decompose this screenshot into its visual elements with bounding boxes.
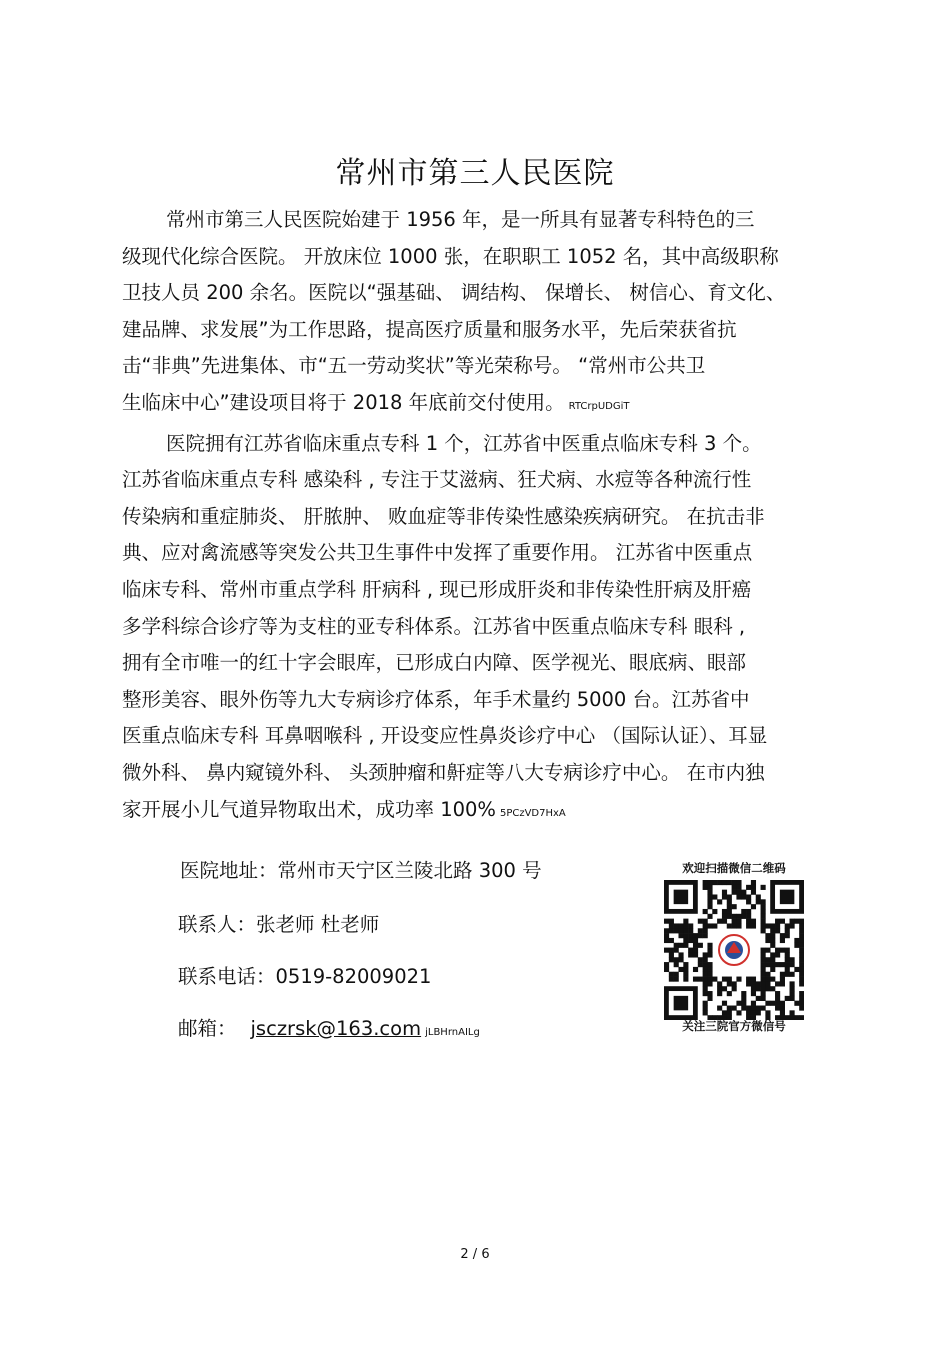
qr-bottom-caption: 关注三院官方微信号 xyxy=(682,1019,786,1033)
text-line: 临床专科、常州市重点学科 肝病科 , 现已形成肝炎和非传染性肝病及肝癌 xyxy=(122,577,752,601)
email-label: 邮箱： xyxy=(178,1017,237,1040)
text-line: 建品牌、求发展”为工作思路，提高医疗质量和服务水平，先后荣获省抗 xyxy=(122,317,737,341)
text-line xyxy=(122,792,828,833)
text-line: 击“非典”先进集体、市“五一劳动奖状”等光荣称号。 “常州市公共卫 xyxy=(122,354,706,378)
contact-person-label: 联系人： xyxy=(178,913,257,936)
wechat-qr-panel xyxy=(658,858,810,1038)
qr-top-caption: 欢迎扫描微信二维码 xyxy=(682,861,786,875)
text-line: 拥有全市唯一的红十字会眼库，已形成白内障、医学视光、眼底病、眼部 xyxy=(122,651,747,675)
address-label: 医院地址： xyxy=(180,859,278,882)
text-line: 卫技人员 200 余名。医院以“强基础、 调结构、 保增长、 树信心、育文化、 xyxy=(122,281,786,305)
phone-value: 0519-82009021 xyxy=(275,965,432,988)
page-number: 2 / 6 xyxy=(460,1247,490,1262)
qr-code-icon xyxy=(664,880,804,1020)
text-line: 医重点临床专科 耳鼻咽喉科 , 开设变应性鼻炎诊疗中心 （国际认证）、耳显 xyxy=(122,724,768,748)
text-line: 江苏省临床重点专科 感染科 , 专注于艾滋病、狂犬病、水痘等各种流行性 xyxy=(122,468,752,492)
text-line: 整形美容、眼外伤等九大专病诊疗体系，年手术量约 5000 台。江苏省中 xyxy=(122,687,750,711)
phone-row xyxy=(178,961,431,989)
text-line-content: 生临床中心”建设项目将于 2018 年底前交付使用。 xyxy=(122,390,565,414)
phone-label: 联系电话： xyxy=(178,965,276,988)
text-line-content: 家开展小儿气道异物取出术，成功率 100% xyxy=(122,797,496,821)
address-value: 常州市天宁区兰陵北路 300 号 xyxy=(277,859,542,882)
watermark-code: 5PCzVD7HxA xyxy=(499,807,566,819)
text-line xyxy=(122,385,828,426)
contact-person-value: 张老师 杜老师 xyxy=(256,913,380,936)
email-row xyxy=(178,1013,480,1041)
text-line: 医院拥有江苏省临床重点专科 1 个，江苏省中医重点临床专科 3 个。 xyxy=(166,431,762,455)
page-title: 常州市第三人民医院 xyxy=(335,156,615,191)
hospital-description xyxy=(122,202,828,832)
text-line: 常州市第三人民医院始建于 1956 年，是一所具有显著专科特色的三 xyxy=(166,208,755,231)
text-line: 级现代化综合医院。 开放床位 1000 张，在职职工 1052 名，其中高级职称 xyxy=(122,244,779,268)
email-link[interactable]: jsczrsk@163.com xyxy=(250,1017,422,1040)
watermark-code: jLBHrnAILg xyxy=(425,1027,480,1038)
address-row xyxy=(180,855,542,883)
watermark-code: RTCrpUDGiT xyxy=(568,400,630,412)
text-line: 微外科、 鼻内窥镜外科、 头颈肿瘤和鼾症等八大专病诊疗中心。 在市内独 xyxy=(122,760,765,784)
text-line: 传染病和重症肺炎、 肝脓肿、 败血症等非传染性感染疾病研究。 在抗击非 xyxy=(122,504,765,528)
text-line: 多学科综合诊疗等为支柱的亚专科体系。江苏省中医重点临床专科 眼科 , xyxy=(122,614,746,638)
contact-person-row xyxy=(178,909,379,937)
text-line: 典、应对禽流感等突发公共卫生事件中发挥了重要作用。 江苏省中医重点 xyxy=(122,541,753,565)
